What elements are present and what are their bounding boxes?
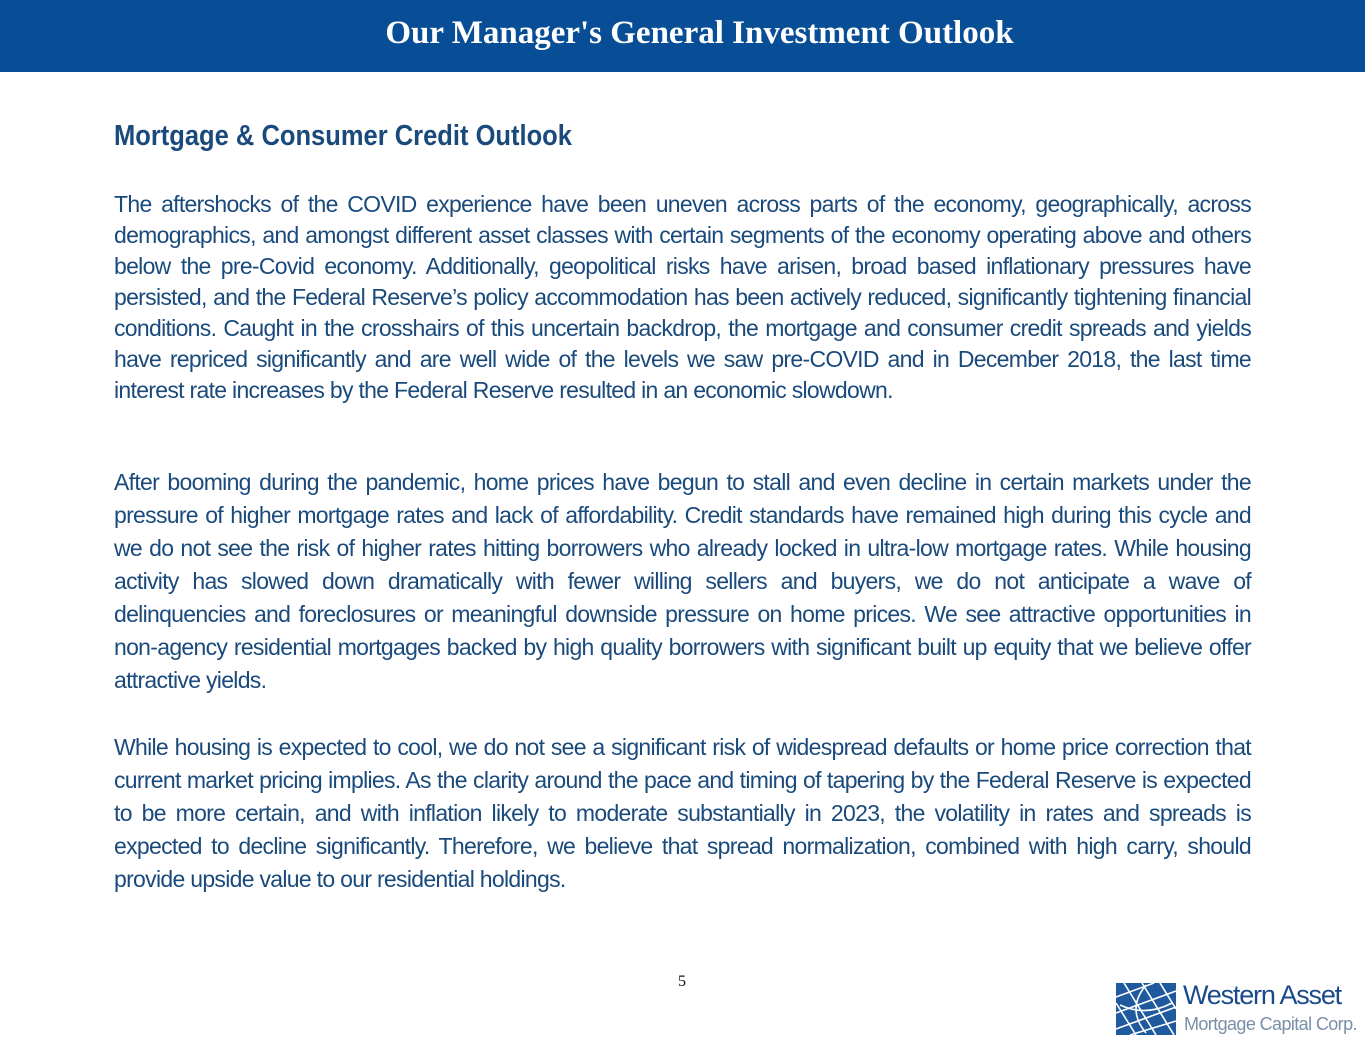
paragraph-housing-outlook: While housing is expected to cool, we do not see a significant risk of widespread defaults or home price correction that current market pricing implies. As the clarity around the pace and timing of tapering by the Federal Reserve is expected to be more certain, and with inflation likely to moderate substantially in 2023, the volatility in rates and spreads is expected to decline significantly. Therefore, we believe that spread normalization, combined with high carry, should provide upside value to our residential holdings. <box>114 734 1251 892</box>
logo-subtitle: Mortgage Capital Corp. <box>1184 1014 1357 1034</box>
page-number: 5 <box>678 973 686 990</box>
logo-name: Western Asset <box>1183 980 1341 1010</box>
paragraph-covid-aftershocks: The aftershocks of the COVID experience have been uneven across parts of the economy, geographically, across demographics, and amongst different asset classes with certain segments of the economy operating above and others below the pre-Covid economy. Additionally, geopolitical risks have arisen, broad based inflationary pressures have persisted, and the Federal Reserve’s policy accommodation has been actively reduced, significantly tightening financial conditions. Caught in the crosshairs of this uncertain backdrop, the mortgage and consumer credit spreads and yields have repriced significantly and are well wide of the levels we saw pre-COVID and in December 2018, the last time interest rate increases by the Federal Reserve resulted in an economic slowdown. <box>114 191 1251 403</box>
globe-grid-icon <box>1116 983 1176 1035</box>
header-banner <box>0 0 1365 72</box>
section-title: Mortgage & Consumer Credit Outlook <box>114 120 572 152</box>
company-logo <box>1116 980 1357 1039</box>
page-title: Our Manager's General Investment Outlook <box>385 14 1014 51</box>
paragraph-home-prices: After booming during the pandemic, home prices have begun to stall and even decline in certain markets under the pressure of higher mortgage rates and lack of affordability. Credit standards have remained high during this cycle and we do not see the risk of higher rates hitting borrowers who already locked in ultra-low mortgage rates. While housing activity has slowed down dramatically with fewer willing sellers and buyers, we do not anticipate a wave of delinquencies and foreclosures or meaningful downside pressure on home prices. We see attractive opportunities in non-agency residential mortgages backed by high quality borrowers with significant built up equity that we believe offer attractive yields. <box>114 469 1251 693</box>
